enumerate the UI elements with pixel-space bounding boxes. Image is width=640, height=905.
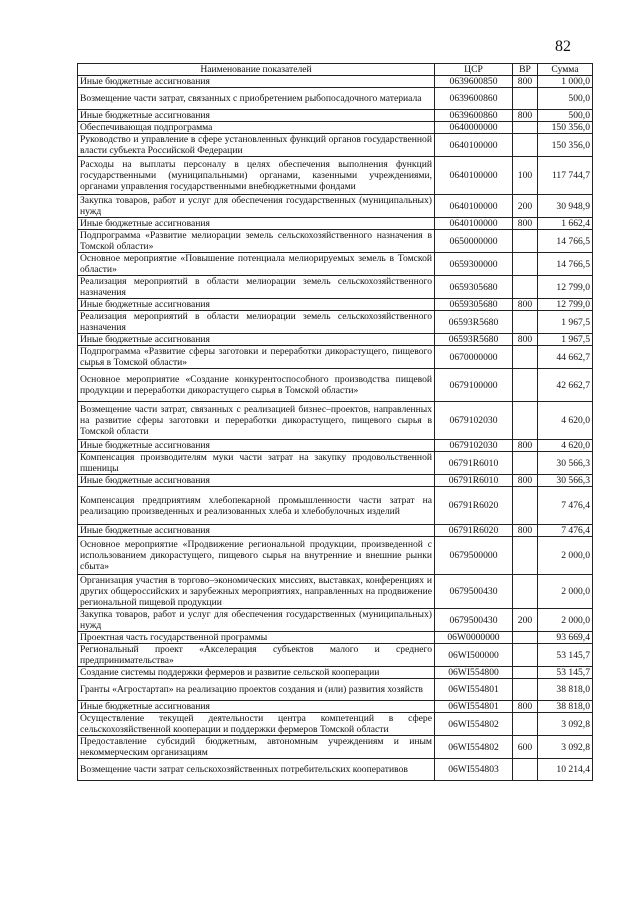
table-row	[78, 299, 593, 311]
row-csr: 0640000000	[435, 122, 513, 134]
table-row	[78, 713, 593, 736]
row-sum: 53 145,7	[538, 667, 593, 679]
row-vr	[513, 537, 538, 575]
row-name: Иные бюджетные ассигнования	[78, 299, 435, 311]
row-vr	[513, 575, 538, 609]
row-sum: 38 818,0	[538, 679, 593, 701]
table-row	[78, 311, 593, 334]
row-name: Иные бюджетные ассигнования	[78, 110, 435, 122]
row-name: Закупка товаров, работ и услуг для обеспечения государственных (муниципальных) нужд	[78, 609, 435, 632]
row-csr: 06WI554801	[435, 679, 513, 701]
row-name: Предоставление субсидий бюджетным, автономным учреждениям и иным некоммерческим организациям	[78, 736, 435, 759]
row-sum: 30 566,3	[538, 452, 593, 475]
row-csr: 06WI554802	[435, 713, 513, 736]
row-csr: 0659305680	[435, 276, 513, 299]
header-csr: ЦСР	[435, 64, 513, 76]
row-name: Иные бюджетные ассигнования	[78, 701, 435, 713]
row-csr: 06WI554800	[435, 667, 513, 679]
row-name: Компенсация предприятиям хлебопекарной промышленности части затрат на реализацию произведенных и реализованных хлеба и хлебобулочных изделий	[78, 487, 435, 525]
table-row	[78, 253, 593, 276]
row-vr	[513, 88, 538, 110]
row-sum: 12 799,0	[538, 276, 593, 299]
row-vr: 800	[513, 475, 538, 487]
row-vr: 800	[513, 525, 538, 537]
row-name: Руководство и управление в сфере установленных функций органов государственной власти субъекта Российской Федерации	[78, 134, 435, 157]
row-csr: 0640100000	[435, 157, 513, 195]
header-vr: ВР	[513, 64, 538, 76]
row-name: Основное мероприятие «Продвижение региональной продукции, произведенной с использованием дикорастущего, пищевого сырья на внутренние и внешние рынки сбыта»	[78, 537, 435, 575]
row-name: Расходы на выплаты персоналу в целях обеспечения выполнения функций государственными (муниципальными) органами, казенными учреждениями, органами управления государственными внебюджетными фондами	[78, 157, 435, 195]
row-csr: 06WI554802	[435, 736, 513, 759]
row-csr: 06W0000000	[435, 632, 513, 644]
row-sum: 3 092,8	[538, 713, 593, 736]
row-sum: 38 818,0	[538, 701, 593, 713]
row-name: Подпрограмма «Развитие мелиорации земель сельскохозяйственного назначения в Томской области»	[78, 230, 435, 253]
table-row	[78, 334, 593, 346]
row-name: Региональный проект «Акселерация субъектов малого и среднего предпринимательства»	[78, 644, 435, 667]
table-row	[78, 644, 593, 667]
row-sum: 1 967,5	[538, 334, 593, 346]
row-csr: 0679500000	[435, 537, 513, 575]
row-vr	[513, 230, 538, 253]
row-csr: 0670000000	[435, 346, 513, 369]
row-vr: 800	[513, 701, 538, 713]
row-name: Реализация мероприятий в области мелиорации земель сельскохозяйственного назначения	[78, 276, 435, 299]
row-name: Осуществление текущей деятельности центра компетенций в сфере сельскохозяйственной кооперации и поддержки фермеров Томской области	[78, 713, 435, 736]
table-row	[78, 157, 593, 195]
table-row	[78, 679, 593, 701]
table-row	[78, 110, 593, 122]
row-name: Иные бюджетные ассигнования	[78, 218, 435, 230]
row-name: Возмещение части затрат, связанных с реализацией бизнес–проектов, направленных на развитие сферы заготовки и переработки дикорастущего, пищевого сырья в Томской области	[78, 402, 435, 440]
row-sum: 10 214,4	[538, 759, 593, 781]
row-vr	[513, 402, 538, 440]
row-sum: 7 476,4	[538, 487, 593, 525]
table-row	[78, 632, 593, 644]
table-row	[78, 369, 593, 402]
row-name: Основное мероприятие «Создание конкурентоспособного производства пищевой продукции и переработки дикорастущего сырья в Томской области»	[78, 369, 435, 402]
row-sum: 53 145,7	[538, 644, 593, 667]
row-sum: 500,0	[538, 88, 593, 110]
row-name: Гранты «Агростартап» на реализацию проектов создания и (или) развития хозяйств	[78, 679, 435, 701]
row-name: Иные бюджетные ассигнования	[78, 334, 435, 346]
row-name: Компенсация производителям муки части затрат на закупку продовольственной пшеницы	[78, 452, 435, 475]
row-vr: 600	[513, 736, 538, 759]
row-vr: 100	[513, 157, 538, 195]
row-name: Иные бюджетные ассигнования	[78, 440, 435, 452]
row-vr: 800	[513, 110, 538, 122]
row-vr: 800	[513, 218, 538, 230]
row-csr: 06791R6010	[435, 452, 513, 475]
row-vr	[513, 644, 538, 667]
row-name: Реализация мероприятий в области мелиорации земель сельскохозяйственного назначения	[78, 311, 435, 334]
row-name: Возмещение части затрат, связанных с приобретением рыбопосадочного материала	[78, 88, 435, 110]
row-vr: 800	[513, 299, 538, 311]
row-vr	[513, 632, 538, 644]
row-csr: 0659300000	[435, 253, 513, 276]
row-vr	[513, 369, 538, 402]
row-csr: 0639600860	[435, 110, 513, 122]
row-sum: 500,0	[538, 110, 593, 122]
page-number: 82	[555, 38, 571, 55]
header-name: Наименование показателей	[78, 64, 435, 76]
table-row	[78, 575, 593, 609]
row-name: Иные бюджетные ассигнования	[78, 525, 435, 537]
row-vr: 200	[513, 195, 538, 218]
table-row	[78, 487, 593, 525]
row-sum: 1 967,5	[538, 311, 593, 334]
row-sum: 14 766,5	[538, 253, 593, 276]
table-row	[78, 230, 593, 253]
row-sum: 1 000,0	[538, 76, 593, 88]
row-vr	[513, 276, 538, 299]
row-sum: 30 948,9	[538, 195, 593, 218]
table-row	[78, 76, 593, 88]
table-row	[78, 195, 593, 218]
row-vr	[513, 679, 538, 701]
row-sum: 4 620,0	[538, 440, 593, 452]
row-csr: 06593R5680	[435, 311, 513, 334]
table-row	[78, 475, 593, 487]
table-row	[78, 759, 593, 781]
row-csr: 0679102030	[435, 440, 513, 452]
row-name: Проектная часть государственной программы	[78, 632, 435, 644]
row-vr	[513, 487, 538, 525]
row-sum: 2 000,0	[538, 575, 593, 609]
row-vr	[513, 134, 538, 157]
row-name: Обеспечивающая подпрограмма	[78, 122, 435, 134]
budget-table	[77, 63, 593, 781]
row-sum: 4 620,0	[538, 402, 593, 440]
row-sum: 2 000,0	[538, 537, 593, 575]
row-vr	[513, 122, 538, 134]
row-csr: 0679102030	[435, 402, 513, 440]
row-sum: 12 799,0	[538, 299, 593, 311]
row-vr: 800	[513, 76, 538, 88]
row-name: Подпрограмма «Развитие сферы заготовки и переработки дикорастущего, пищевого сырья в Томской области»	[78, 346, 435, 369]
row-vr	[513, 452, 538, 475]
row-sum: 30 566,3	[538, 475, 593, 487]
row-vr	[513, 713, 538, 736]
row-sum: 3 092,8	[538, 736, 593, 759]
row-name: Организация участия в торгово–экономических миссиях, выставках, конференциях и других общероссийских и зарубежных мероприятиях, направленных на продвижение региональной пищевой продукции	[78, 575, 435, 609]
table-row	[78, 452, 593, 475]
table-row	[78, 346, 593, 369]
row-vr	[513, 667, 538, 679]
table-row	[78, 525, 593, 537]
table-row	[78, 667, 593, 679]
row-name: Закупка товаров, работ и услуг для обеспечения государственных (муниципальных) нужд	[78, 195, 435, 218]
row-csr: 06791R6020	[435, 525, 513, 537]
table-row	[78, 122, 593, 134]
table-row	[78, 276, 593, 299]
table-row	[78, 88, 593, 110]
row-csr: 06791R6010	[435, 475, 513, 487]
row-csr: 0679500430	[435, 609, 513, 632]
table-row	[78, 537, 593, 575]
row-csr: 0679100000	[435, 369, 513, 402]
table-row	[78, 609, 593, 632]
row-name: Иные бюджетные ассигнования	[78, 76, 435, 88]
row-vr	[513, 759, 538, 781]
row-sum: 117 744,7	[538, 157, 593, 195]
row-vr: 800	[513, 334, 538, 346]
row-sum: 150 356,0	[538, 134, 593, 157]
table-row	[78, 218, 593, 230]
table-row	[78, 701, 593, 713]
row-sum: 150 356,0	[538, 122, 593, 134]
row-vr	[513, 346, 538, 369]
table-row	[78, 402, 593, 440]
row-vr	[513, 253, 538, 276]
row-csr: 0639600860	[435, 88, 513, 110]
row-csr: 0640100000	[435, 134, 513, 157]
row-sum: 14 766,5	[538, 230, 593, 253]
row-csr: 0650000000	[435, 230, 513, 253]
row-sum: 2 000,0	[538, 609, 593, 632]
table-row	[78, 736, 593, 759]
row-vr: 800	[513, 440, 538, 452]
row-csr: 0679500430	[435, 575, 513, 609]
row-csr: 06791R6020	[435, 487, 513, 525]
row-csr: 0640100000	[435, 195, 513, 218]
row-name: Создание системы поддержки фермеров и развитие сельской кооперации	[78, 667, 435, 679]
row-name: Основное мероприятие «Повышение потенциала мелиорируемых земель в Томской области»	[78, 253, 435, 276]
row-csr: 0659305680	[435, 299, 513, 311]
table-header-row	[78, 64, 593, 76]
row-sum: 1 662,4	[538, 218, 593, 230]
row-vr: 200	[513, 609, 538, 632]
row-csr: 06WI500000	[435, 644, 513, 667]
row-name: Возмещение части затрат сельскохозяйственных потребительских кооперативов	[78, 759, 435, 781]
row-csr: 06593R5680	[435, 334, 513, 346]
table-row	[78, 134, 593, 157]
header-sum: Сумма	[538, 64, 593, 76]
row-sum: 93 669,4	[538, 632, 593, 644]
table-row	[78, 440, 593, 452]
row-name: Иные бюджетные ассигнования	[78, 475, 435, 487]
row-sum: 44 662,7	[538, 346, 593, 369]
row-csr: 06WI554801	[435, 701, 513, 713]
row-sum: 42 662,7	[538, 369, 593, 402]
row-csr: 0639600850	[435, 76, 513, 88]
row-csr: 0640100000	[435, 218, 513, 230]
row-csr: 06WI554803	[435, 759, 513, 781]
row-sum: 7 476,4	[538, 525, 593, 537]
row-vr	[513, 311, 538, 334]
